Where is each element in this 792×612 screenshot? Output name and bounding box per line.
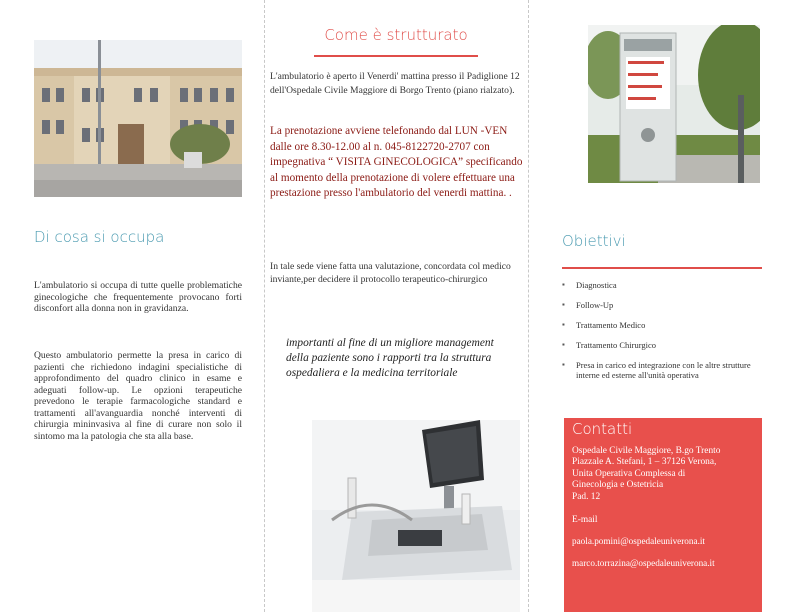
section-heading-come-e-strutturato: Come è strutturato [324, 26, 468, 44]
contacts-address [572, 446, 758, 503]
left-paragraph-2: Questo ambulatorio permette la presa in carico di pazienti che richiedono indagini specialistiche di approfondimento del quadro clinico in esame e adeguati follow-up. Le opzioni terapeutiche prevedono le terapie farmacologiche standard e trattamenti all'avanguardia nonché interventi di chirurgia mininvasiva al fine di curare non solo il sintomo ma la patologia che sta alla base. [34, 350, 242, 442]
list-item: ▪ Diagnostica [562, 280, 762, 290]
list-item: ▪ Follow-Up [562, 300, 762, 310]
right-panel [528, 0, 792, 612]
objectives-list [562, 280, 762, 390]
list-item: ▪ Trattamento Medico [562, 320, 762, 330]
middle-panel [264, 0, 528, 612]
list-item: ▪ Presa in carico ed integrazione con le altre strutture interne ed esterne all'unità operativa [562, 360, 762, 380]
email-link-torrazina[interactable]: marco.torrazina@ospedaleuniverona.it [572, 558, 715, 568]
heading-underline-middle [314, 55, 478, 57]
email-link-pomini[interactable]: paola.pomini@ospedaleuniverona.it [572, 536, 705, 546]
pavilion-sign-photo [588, 25, 760, 183]
address-line: Pad. 12 [572, 491, 601, 502]
list-item: ▪ Trattamento Chirurgico [562, 340, 762, 350]
email-label: E-mail [572, 515, 598, 525]
ultrasound-machine-photo [312, 420, 520, 612]
left-paragraph-1: L'ambulatorio si occupa di tutte quelle problematiche ginecologiche che frequentemente provocano forti disconfort alla donna non in gravidanza. [34, 280, 242, 314]
contacts-heading: Contatti [572, 420, 633, 438]
left-panel [0, 0, 264, 612]
address-line: Ginecologia e Ostetricia [572, 480, 664, 491]
section-heading-di-cosa-si-occupa: Di cosa si occupa [34, 228, 165, 246]
address-line: Unita Operativa Complessa di [572, 468, 686, 479]
quote-paragraph: importanti al fine di un migliore management della paziente sono i rapporti tra la struttura ospedaliera e la medicina territoriale [286, 337, 494, 379]
middle-paragraph-2: In tale sede viene fatta una valutazione, concordata col medico inviante,per decidere il protocollo terapeutico-chirurgico [270, 261, 511, 285]
address-line: Piazzale A. Stefani, 1 – 37126 Verona, [572, 457, 717, 468]
booking-paragraph: La prenotazione avviene telefonando dal LUN -VEN dalle ore 8.30-12.00 al n. 045-8122720-2707 con impegnativa “ VISITA GINECOLOGICA” specificando al momento della prenotazione di volere effettuare una prestazione presso l'ambulatorio del venerdi mattina. . [270, 125, 523, 199]
middle-paragraph-1: L'ambulatorio è aperto il Venerdi' mattina presso il Padiglione 12 dell'Ospedale Civile Maggiore di Borgo Trento (piano rialzato). [270, 71, 520, 96]
contacts-box [564, 418, 762, 612]
address-line: Ospedale Civile Maggiore, B.go Trento [572, 446, 721, 456]
section-heading-obiettivi: Obiettivi [562, 232, 626, 250]
heading-underline-right [562, 267, 762, 269]
hospital-building-photo [34, 40, 242, 197]
